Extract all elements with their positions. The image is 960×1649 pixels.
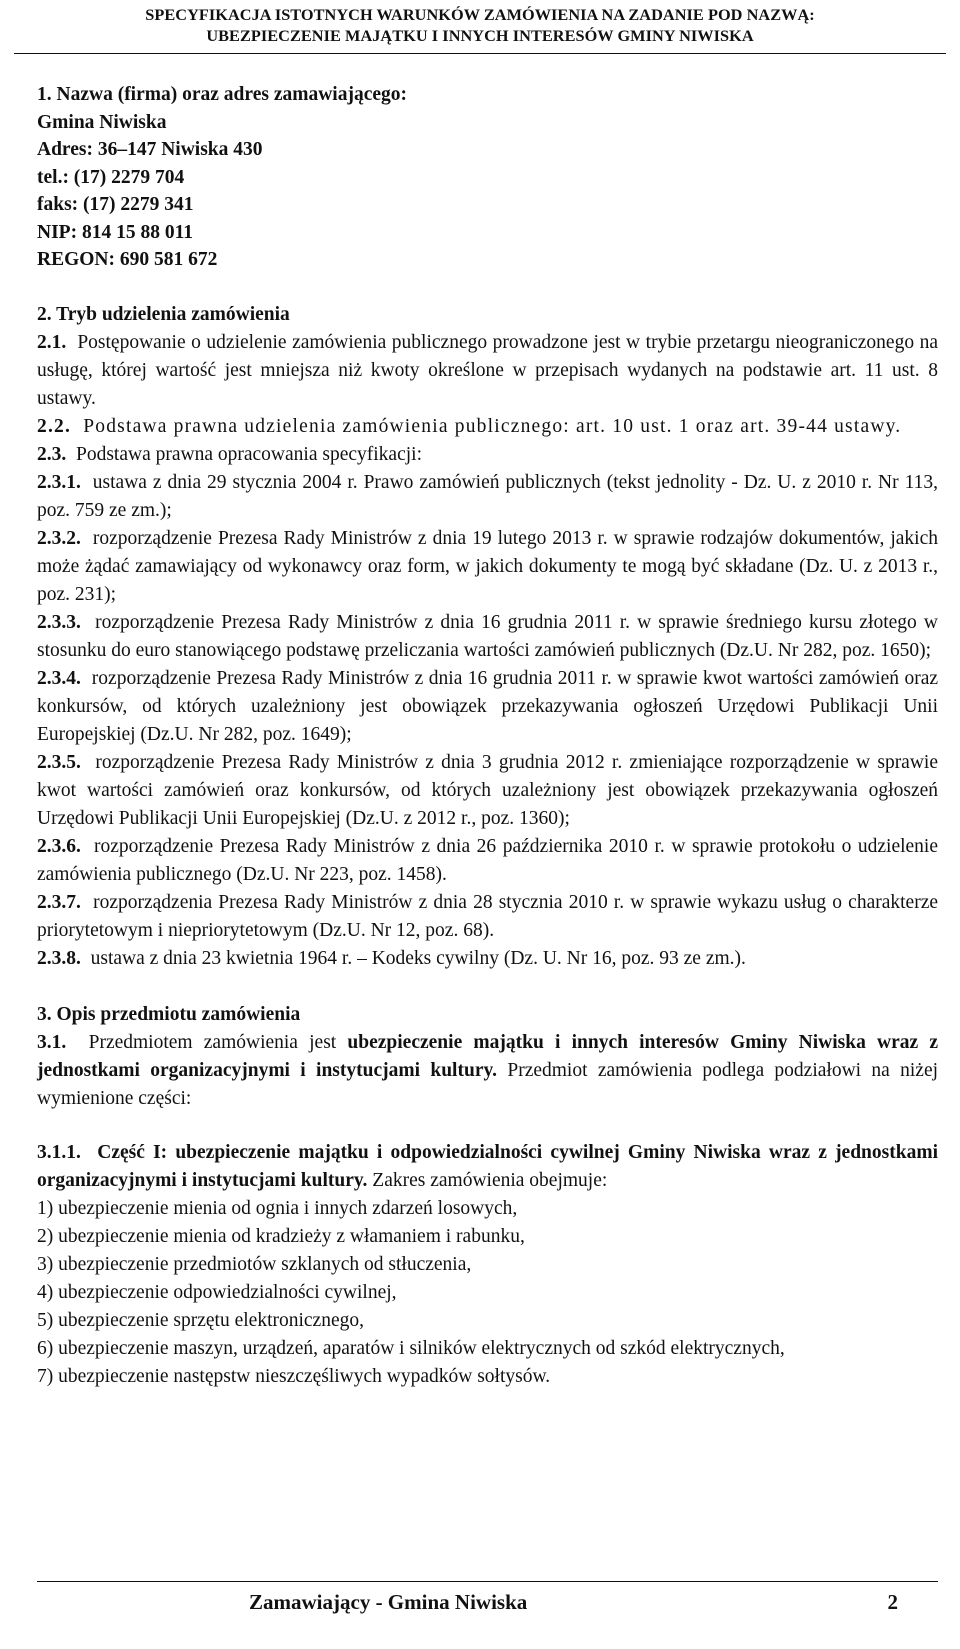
- authority-fax: faks: (17) 2279 341: [37, 194, 194, 215]
- scope-list: [37, 1195, 938, 1391]
- paragraph-text-tail: Zakres zamówienia obejmuje:: [372, 1169, 608, 1191]
- paragraph-text: rozporządzenie Prezesa Rady Ministrów z dnia 16 grudnia 2011 r. w sprawie kwot wartości zamówień oraz konkursów, od których uzależniony jest obowiązek przekazywania ogłoszeń Urzędowi Publikacji Unii Europejskiej (Dz.U. Nr 282, poz. 1649);: [37, 667, 939, 745]
- paragraph-text: rozporządzenie Prezesa Rady Ministrów z dnia 26 października 2010 r. w sprawie protokołu o udzielenie zamówienia publicznego (Dz.U. Nr 223, poz. 1458).: [37, 835, 939, 885]
- paragraph-number: 2.3.5.: [37, 751, 81, 773]
- section-2-heading: 2. Tryb udzielenia zamówienia: [37, 303, 290, 325]
- paragraph-text: Podstawa prawna udzielenia zamówienia publicznego: art. 10 ust. 1 oraz art. 39-44 ustawy.: [83, 415, 902, 437]
- spacer: [37, 1113, 938, 1139]
- footer-divider: [37, 1581, 938, 1582]
- paragraph-2-3: [37, 441, 938, 469]
- paragraph-text: rozporządzenie Prezesa Rady Ministrów z dnia 19 lutego 2013 r. w sprawie rodzajów dokumentów, jakich może żądać zamawiający od wykonawcy oraz form, w jakich dokumenty te mogą być składane (Dz. U. z 2013 r., poz. 231);: [37, 527, 939, 605]
- paragraph-text: rozporządzenia Prezesa Rady Ministrów z dnia 28 stycznia 2010 r. w sprawie wykazu usług o charakterze priorytetowym i niepriorytetowym (Dz.U. Nr 12, poz. 68).: [37, 891, 939, 941]
- paragraph-2-3-2: [37, 525, 938, 609]
- paragraph-2-3-6: [37, 833, 938, 889]
- paragraph-number: 2.3.3.: [37, 611, 81, 633]
- paragraph-number: 2.3.7.: [37, 891, 81, 913]
- section-1-contracting-authority: [37, 81, 938, 274]
- paragraph-number: 2.2.: [37, 415, 72, 437]
- paragraph-text: rozporządzenie Prezesa Rady Ministrów z dnia 3 grudnia 2012 r. zmieniające rozporządzenie w sprawie kwot wartości zamówień oraz konkursów, od których uzależniony jest obowiązek przekazywania ogłoszeń Urzędowi Publikacji Unii Europejskiej (Dz.U. z 2012 r., poz. 1360);: [37, 751, 938, 829]
- authority-name: Gmina Niwiska: [37, 111, 167, 133]
- paragraph-2-3-3: [37, 609, 938, 665]
- paragraph-2-3-7: [37, 889, 938, 945]
- authority-phone: tel.: (17) 2279 704: [37, 166, 185, 188]
- paragraph-number: 2.3.2.: [37, 527, 81, 549]
- paragraph-number: 2.3.1.: [37, 471, 81, 493]
- list-item: 6) ubezpieczenie maszyn, urządzeń, aparatów i silników elektrycznych od szkód elektrycznych,: [37, 1337, 785, 1359]
- authority-nip: NIP: 814 15 88 011: [37, 221, 193, 243]
- footer-text: Zamawiający - Gmina Niwiska: [249, 1590, 528, 1614]
- paragraph-number: 2.3.8.: [37, 947, 81, 969]
- paragraph-text-emphasis: ubezpieczenie majątku i innych interesów Gminy Niwiska wraz z jednostkami organizacyjnymi i instytucjami kultury.: [37, 1031, 939, 1081]
- paragraph-2-3-5: [37, 749, 938, 833]
- document-header: [14, 0, 946, 46]
- header-divider: [14, 53, 946, 54]
- section-1-heading: 1. Nazwa (firma) oraz adres zamawiającego:: [37, 84, 408, 105]
- paragraph-text: Postępowanie o udzielenie zamówienia publicznego prowadzone jest w trybie przetargu nieograniczonego na usługę, której wartość jest mniejsza niż kwoty określone w przepisach wydanych na podstawie art. 11 ust. 8 ustawy.: [37, 331, 938, 409]
- paragraph-number: 2.1.: [37, 331, 67, 353]
- paragraph-text-intro: Przedmiotem zamówienia jest: [88, 1031, 337, 1053]
- paragraph-number: 3.1.: [37, 1031, 67, 1053]
- header-title-line-1: SPECYFIKACJA ISTOTNYCH WARUNKÓW ZAMÓWIENIA NA ZADANIE POD NAZWĄ:: [145, 5, 815, 24]
- list-item: 2) ubezpieczenie mienia od kradzieży z włamaniem i rabunku,: [37, 1225, 525, 1247]
- paragraph-2-2: [37, 413, 938, 441]
- paragraph-text: ustawa z dnia 23 kwietnia 1964 r. – Kodeks cywilny (Dz. U. Nr 16, poz. 93 ze zm.).: [90, 947, 746, 969]
- paragraph-3-1: [37, 1029, 938, 1113]
- paragraph-text: rozporządzenie Prezesa Rady Ministrów z dnia 16 grudnia 2011 r. w sprawie średniego kursu złotego w stosunku do euro stanowiącego podstawę przeliczania wartości zamówień publicznych (Dz.U. Nr 282, poz. 1650);: [37, 611, 938, 661]
- authority-regon: REGON: 690 581 672: [37, 249, 218, 270]
- paragraph-number: 2.3.4.: [37, 667, 81, 689]
- paragraph-2-1: [37, 329, 938, 413]
- paragraph-text-emphasis: Część I: ubezpieczenie majątku i odpowiedzialności cywilnej Gminy Niwiska wraz z jednostkami organizacyjnymi i instytucjami kultury.: [37, 1141, 938, 1191]
- paragraph-text: Podstawa prawna opracowania specyfikacji:: [76, 443, 422, 465]
- section-3-heading: [37, 1001, 938, 1029]
- section-3-heading-text: 3. Opis przedmiotu zamówienia: [37, 1003, 301, 1025]
- paragraph-text: ustawa z dnia 29 stycznia 2004 r. Prawo zamówień publicznych (tekst jednolity - Dz. U. z 2010 r. Nr 113, poz. 759 ze zm.);: [37, 471, 938, 521]
- paragraph-number: 2.3.: [37, 443, 67, 465]
- paragraph-3-1-1: [37, 1139, 938, 1195]
- paragraph-2-3-4: [37, 665, 938, 749]
- header-title-line-2: UBEZPIECZENIE MAJĄTKU I INNYCH INTERESÓW GMINY NIWISKA: [206, 25, 754, 45]
- list-item: 7) ubezpieczenie następstw nieszczęśliwych wypadków sołtysów.: [37, 1365, 551, 1387]
- page-number: 2: [887, 1590, 898, 1614]
- list-item: 5) ubezpieczenie sprzętu elektronicznego,: [37, 1309, 364, 1331]
- list-item: 4) ubezpieczenie odpowiedzialności cywilnej,: [37, 1281, 397, 1303]
- paragraph-2-3-1: [37, 469, 938, 525]
- spacer: [37, 973, 938, 1001]
- paragraph-2-3-8: [37, 945, 938, 973]
- paragraph-number: 3.1.1.: [37, 1141, 81, 1163]
- authority-address: Adres: 36–147 Niwiska 430: [37, 139, 263, 160]
- list-item: 1) ubezpieczenie mienia od ognia i innych zdarzeń losowych,: [37, 1197, 518, 1219]
- paragraph-number: 2.3.6.: [37, 835, 81, 857]
- paragraph-text-tail: Przedmiot zamówienia podlega podziałowi na niżej wymienione części:: [37, 1059, 939, 1109]
- list-item: 3) ubezpieczenie przedmiotów szklanych od stłuczenia,: [37, 1253, 472, 1275]
